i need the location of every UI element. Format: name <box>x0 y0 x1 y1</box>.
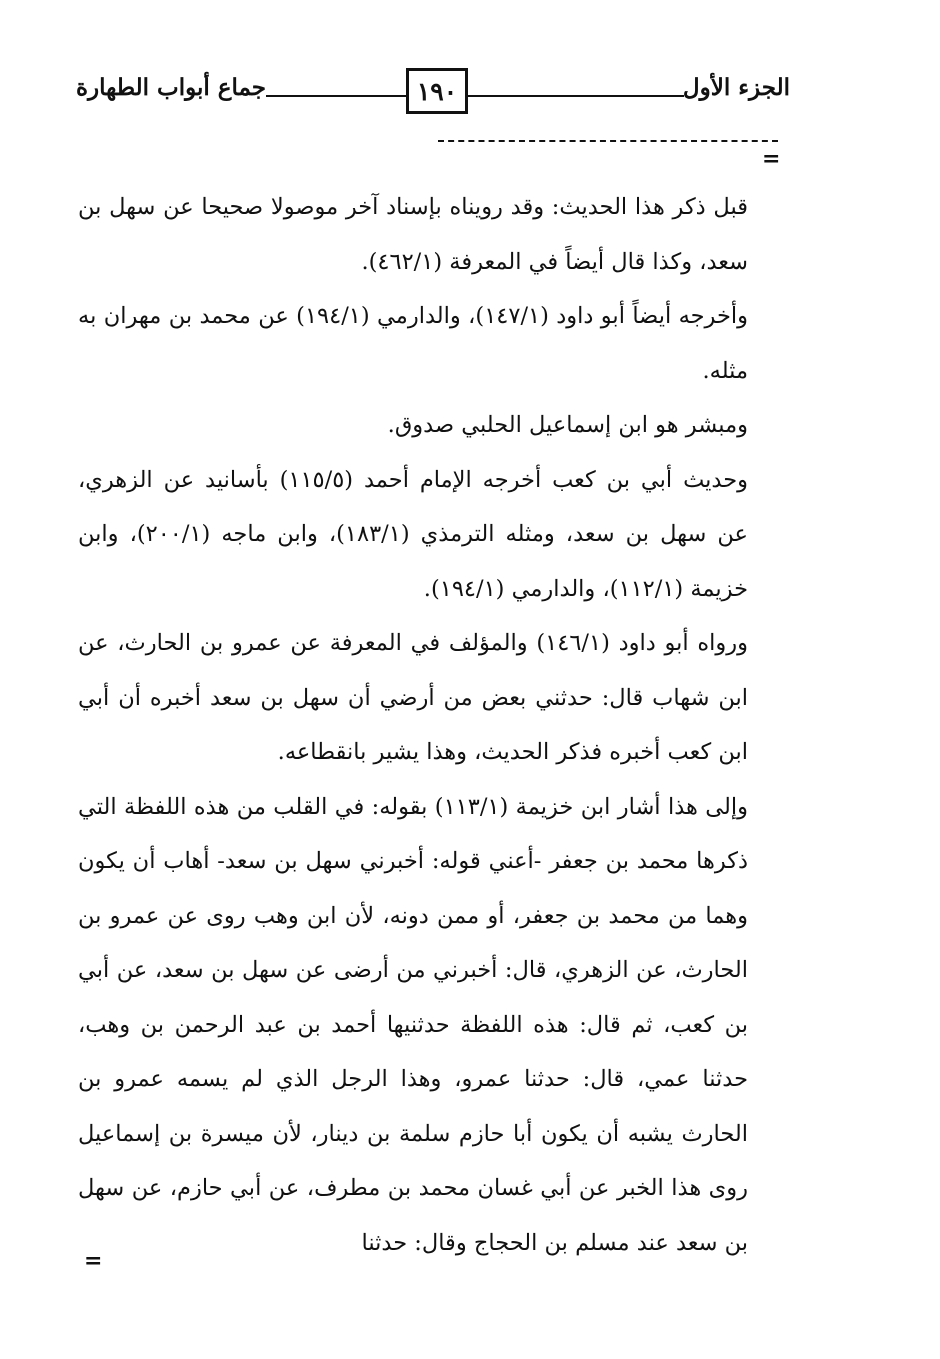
continuation-mark-bottom: = <box>84 1248 103 1274</box>
body-text <box>78 180 749 1274</box>
paragraph-4: وحديث أبي بن كعب أخرجه الإمام أحمد (١١٥/٥) بأسانيد عن الزهري، عن سهل بن سعد، ومثله الترمذي (١٨٣/١)، وابن ماجه (٢٠٠/١)، وابن خزيمة (١١٢/١)، والدارمي (١٩٤/١). <box>78 466 749 602</box>
continuation-mark-top: = <box>762 146 781 172</box>
volume-title: الجزء الأول <box>682 74 790 101</box>
header-rule-left <box>266 95 418 97</box>
header-dashed-divider <box>438 140 778 142</box>
paragraph-5: ورواه أبو داود (١٤٦/١) والمؤلف في المعرفة عن عمرو بن الحارث، عن ابن شهاب قال: حدثني بعض من أرضي أن سهل بن سعد أخبره أن أبي ابن كعب أخبره فذكر الحديث، وهذا يشير بانقطاعه. <box>78 630 748 765</box>
running-header <box>70 68 790 122</box>
paragraph-2: وأخرجه أيضاً أبو داود (١٤٧/١)، والدارمي (١٩٤/١) عن محمد بن مهران به مثله. <box>78 303 748 384</box>
paragraph-3: ومبشر هو ابن إسماعيل الحلبي صدوق. <box>387 412 748 438</box>
paragraph-6: وإلى هذا أشار ابن خزيمة (١١٣/١) بقوله: في القلب من هذه اللفظة التي ذكرها محمد بن جعفر -أعني قوله: أخبرني سهل بن سعد- أهاب أن يكون وهما من محمد بن جعفر، أو ممن دونه، لأن ابن وهب روى عن عمرو بن الحارث، عن الزهري، قال: أخبرني من أرضى عن سهل بن سعد، عن أبي بن كعب، ثم قال: هذه اللفظة حدثنيها أحمد بن عبد الرحمن بن وهب، حدثنا عمي، قال: حدثنا عمرو، وهذا الرجل الذي لم يسمه عمرو بن الحارث يشبه أن يكون أبا حازم سلمة بن دينار، لأن ميسرة بن إسماعيل روى هذا الخبر عن أبي غسان محمد بن مطرف، عن أبي حازم، عن سهل بن سعد عند مسلم بن الحجاج وقال: حدثنا <box>78 793 748 1256</box>
paragraph-1: قبل ذكر هذا الحديث: وقد رويناه بإسناد آخر موصولا صحيحا عن سهل بن سعد، وكذا قال أيضاً في المعرفة (٤٦٢/١). <box>78 194 748 275</box>
header-rule-right <box>464 95 684 97</box>
page-number: ١٩٠ <box>406 68 468 114</box>
chapter-title: جماع أبواب الطهارة <box>76 74 267 101</box>
